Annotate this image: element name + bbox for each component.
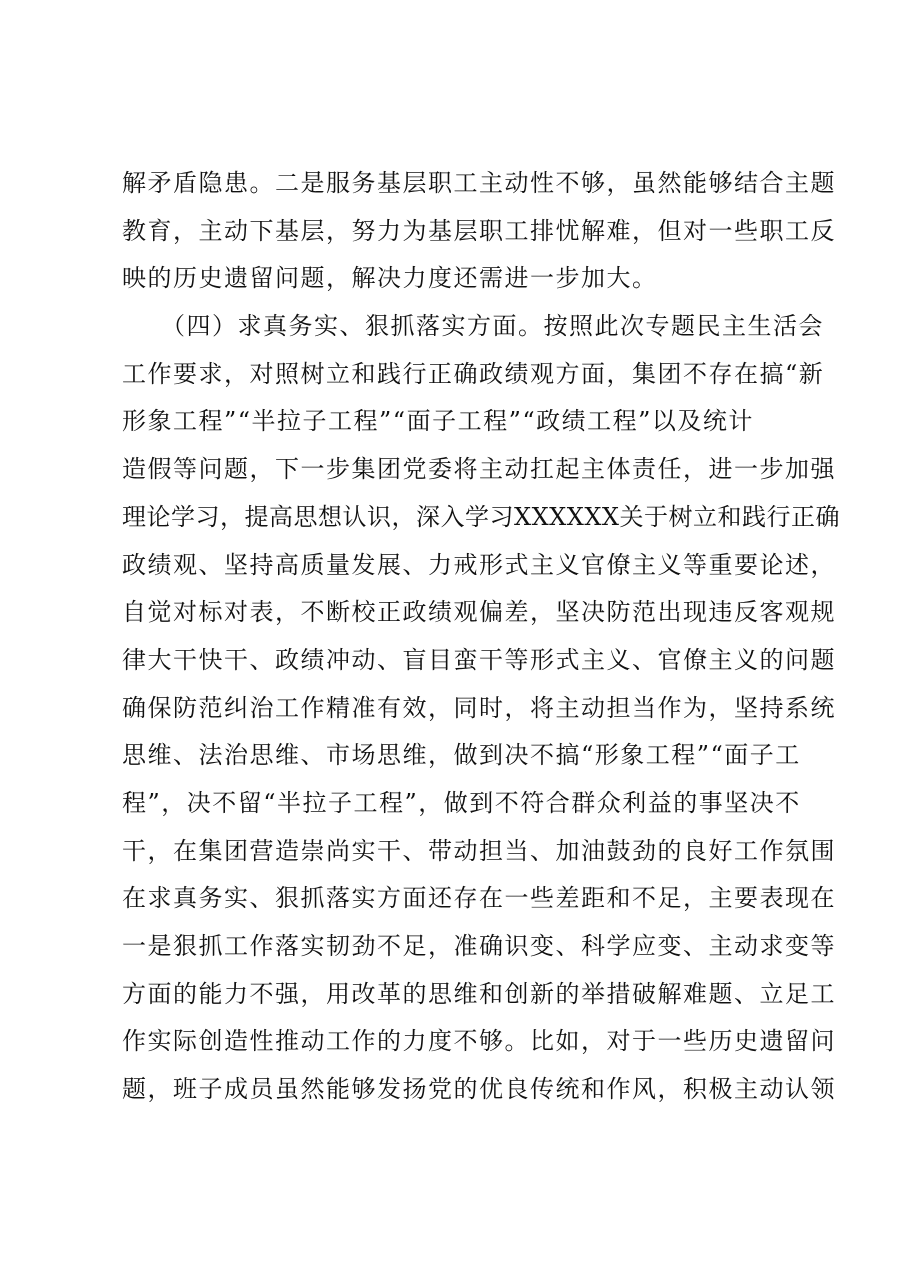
- text-line: 造假等问题，下一步集团党委将主动扛起主体责任，进一步加强: [122, 455, 836, 484]
- text-line: 解矛盾隐患。二是服务基层职工主动性不够，虽然能够结合主题: [122, 169, 836, 197]
- text-line: （四）求真务实、狠抓落实方面。按照此次专题民主生活会: [122, 312, 824, 341]
- text-line: 形象工程”“半拉子工程”“面子工程”“政绩工程”以及统计: [122, 407, 754, 436]
- body-text: [122, 160, 842, 1114]
- text-line: 教育，主动下基层，努力为基层职工排忧解难，但对一些职工反: [122, 216, 836, 245]
- text-line: 映的历史遗留问题，解决力度还需进一步加大。: [122, 264, 658, 293]
- text-line: 确保防范纠治工作精准有效，同时，将主动担当作为，坚持系统: [122, 693, 836, 722]
- text-line: 政绩观、坚持高质量发展、力戒形式主义官僚主义等重要论述，: [122, 550, 836, 579]
- text-line: 在求真务实、狠抓落实方面还存在一些差距和不足，主要表现在: [122, 884, 836, 913]
- text-line: 一是狠抓工作落实韧劲不足，准确识变、科学应变、主动求变等: [122, 932, 836, 960]
- text-line: 思维、法治思维、市场思维，做到决不搞“形象工程”“面子工: [122, 741, 801, 770]
- text-line: 作实际创造性推动工作的力度不够。比如，对于一些历史遗留问: [122, 1027, 836, 1056]
- text-line: 自觉对标对表，不断校正政绩观偏差，坚决防范出现违反客观规: [122, 598, 836, 627]
- text-line: 干，在集团营造崇尚实干、带动担当、加油鼓劲的良好工作氛围: [122, 836, 836, 865]
- text-line: 方面的能力不强，用改革的思维和创新的举措破解难题、立足工: [122, 979, 836, 1008]
- text-line: 工作要求，对照树立和践行正确政绩观方面，集团不存在搞“新: [122, 359, 825, 388]
- text-line: 题，班子成员虽然能够发扬党的优良传统和作风，积极主动认领: [122, 1075, 836, 1104]
- text-line: 理论学习，提高思想认识，深入学习XXXXXX关于树立和践行正确: [122, 502, 841, 531]
- text-line: 程”，决不留“半拉子工程”，做到不符合群众利益的事坚决不: [122, 788, 801, 817]
- text-line: 律大干快干、政绩冲动、盲目蛮干等形式主义、官僚主义的问题: [122, 645, 836, 674]
